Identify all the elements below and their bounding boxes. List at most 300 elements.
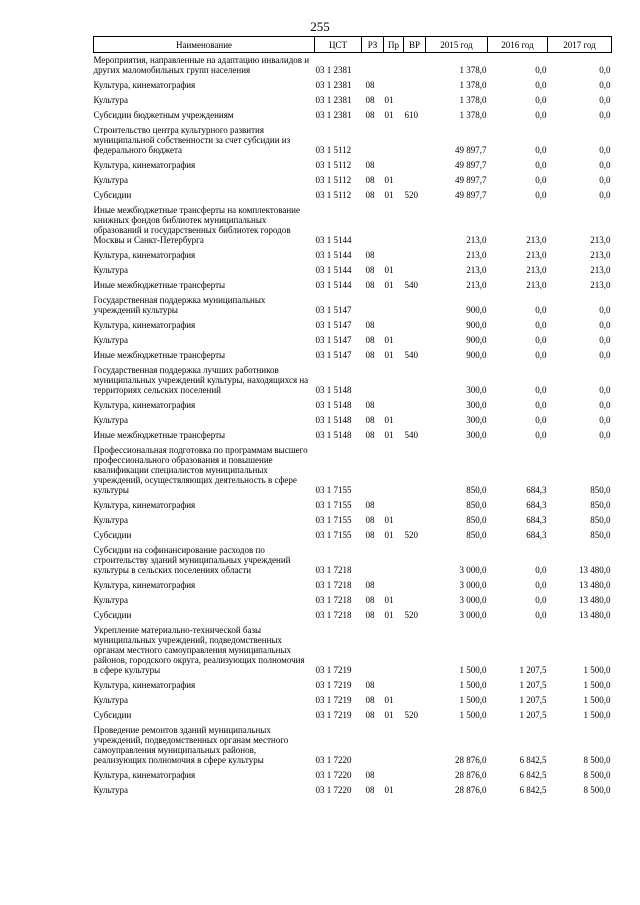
row-2017: 850,0 xyxy=(590,530,611,540)
row-2015: 900,0 xyxy=(466,350,487,360)
row-2015: 49 897,7 xyxy=(455,175,487,185)
row-cst: 03 1 7219 xyxy=(315,695,352,705)
row-vr xyxy=(404,513,426,528)
row-pr xyxy=(384,578,404,593)
row-name: Культура, кинематография xyxy=(93,400,196,410)
row-cst: 03 1 7218 xyxy=(315,580,352,590)
table-row xyxy=(94,318,612,333)
row-2016: 684,3 xyxy=(526,485,547,495)
table-row xyxy=(94,333,612,348)
row-2016: 6 842,5 xyxy=(519,755,547,765)
row-pr xyxy=(384,543,404,578)
row-2017: 8 500,0 xyxy=(583,785,611,795)
row-rz: 08 xyxy=(365,595,375,605)
row-rz: 08 xyxy=(365,680,375,690)
row-2017: 0,0 xyxy=(599,320,611,330)
row-cst: 03 1 7155 xyxy=(315,530,352,540)
row-rz: 08 xyxy=(365,500,375,510)
row-pr xyxy=(384,678,404,693)
row-2015: 3 000,0 xyxy=(459,595,487,605)
row-pr: 01 xyxy=(384,175,394,185)
row-vr xyxy=(404,678,426,693)
row-name: Строительство центра культурного развития муниципальной собственности за счет субсидии из федерального бюджета xyxy=(93,125,291,155)
row-2017: 0,0 xyxy=(599,335,611,345)
row-pr: 01 xyxy=(384,265,394,275)
row-name: Мероприятия, направленные на адаптацию инвалидов и других маломобильных групп населения xyxy=(93,55,310,75)
row-2015: 850,0 xyxy=(466,485,487,495)
table-row xyxy=(94,723,612,768)
row-pr xyxy=(384,248,404,263)
row-2016: 0,0 xyxy=(535,580,547,590)
row-2017: 1 500,0 xyxy=(583,680,611,690)
table-row xyxy=(94,608,612,623)
row-name: Субсидии xyxy=(93,610,132,620)
row-2015: 213,0 xyxy=(466,265,487,275)
row-2017: 0,0 xyxy=(599,305,611,315)
row-rz: 08 xyxy=(365,175,375,185)
row-name: Культура, кинематография xyxy=(93,250,196,260)
row-2015: 1 500,0 xyxy=(459,710,487,720)
row-2017: 0,0 xyxy=(599,95,611,105)
row-vr xyxy=(404,318,426,333)
table-row xyxy=(94,543,612,578)
row-2015: 300,0 xyxy=(466,430,487,440)
row-name: Иные межбюджетные трансферты xyxy=(93,280,226,290)
row-vr: 540 xyxy=(404,350,418,360)
row-2017: 0,0 xyxy=(599,65,611,75)
row-rz: 08 xyxy=(365,785,375,795)
row-2017: 1 500,0 xyxy=(583,665,611,675)
row-cst: 03 1 5144 xyxy=(315,250,352,260)
row-rz: 08 xyxy=(365,710,375,720)
row-2015: 850,0 xyxy=(466,515,487,525)
row-2015: 300,0 xyxy=(466,415,487,425)
row-vr xyxy=(404,263,426,278)
row-2016: 0,0 xyxy=(535,350,547,360)
row-name: Культура, кинематография xyxy=(93,680,196,690)
row-2016: 0,0 xyxy=(535,430,547,440)
row-vr xyxy=(404,293,426,318)
row-name: Культура xyxy=(93,695,128,705)
row-name: Иные межбюджетные трансферты xyxy=(93,350,226,360)
row-2016: 0,0 xyxy=(535,110,547,120)
table-row xyxy=(94,398,612,413)
row-2017: 0,0 xyxy=(599,190,611,200)
row-rz: 08 xyxy=(365,580,375,590)
row-vr xyxy=(404,443,426,498)
row-name: Субсидии xyxy=(93,710,132,720)
row-pr: 01 xyxy=(384,695,394,705)
row-2015: 1 378,0 xyxy=(459,95,487,105)
row-name: Профессиональная подготовка по программам высшего профессионального образования и повышение квалификации специалистов муниципальных учреждений, осуществляющих деятельность в сфере культуры xyxy=(93,445,308,495)
row-2016: 6 842,5 xyxy=(519,785,547,795)
row-2017: 0,0 xyxy=(599,415,611,425)
row-cst: 03 1 2381 xyxy=(315,80,352,90)
table-row xyxy=(94,278,612,293)
row-vr xyxy=(404,398,426,413)
row-2016: 213,0 xyxy=(526,250,547,260)
row-2016: 0,0 xyxy=(535,565,547,575)
row-name: Культура xyxy=(93,515,128,525)
table-row xyxy=(94,413,612,428)
row-2016: 213,0 xyxy=(526,235,547,245)
row-name: Государственная поддержка лучших работников муниципальных учреждений культуры, находящихся на территориях сельских поселений xyxy=(93,365,309,395)
row-vr xyxy=(404,768,426,783)
row-cst: 03 1 5148 xyxy=(315,430,352,440)
row-rz: 08 xyxy=(365,350,375,360)
table-row xyxy=(94,188,612,203)
row-rz: 08 xyxy=(365,430,375,440)
row-vr: 540 xyxy=(404,430,418,440)
row-cst: 03 1 2381 xyxy=(315,95,352,105)
table-row xyxy=(94,783,612,798)
row-rz: 08 xyxy=(365,515,375,525)
row-2017: 0,0 xyxy=(599,430,611,440)
row-cst: 03 1 5112 xyxy=(315,160,352,170)
row-vr: 540 xyxy=(404,280,418,290)
row-cst: 03 1 7218 xyxy=(315,610,352,620)
row-2017: 213,0 xyxy=(590,280,611,290)
row-vr xyxy=(404,363,426,398)
row-2015: 213,0 xyxy=(466,280,487,290)
row-rz: 08 xyxy=(365,80,375,90)
row-rz xyxy=(362,543,384,578)
row-name: Культура, кинематография xyxy=(93,80,196,90)
row-pr xyxy=(384,443,404,498)
row-2015: 49 897,7 xyxy=(455,160,487,170)
row-cst: 03 1 5144 xyxy=(315,235,352,245)
row-pr: 01 xyxy=(384,95,394,105)
row-pr xyxy=(384,78,404,93)
row-cst: 03 1 7220 xyxy=(315,755,352,765)
row-cst: 03 1 5112 xyxy=(315,175,352,185)
table-row xyxy=(94,443,612,498)
row-vr xyxy=(404,578,426,593)
row-2017: 0,0 xyxy=(599,110,611,120)
row-vr xyxy=(404,248,426,263)
row-pr xyxy=(384,123,404,158)
row-name: Культура xyxy=(93,95,128,105)
row-name: Государственная поддержка муниципальных учреждений культуры xyxy=(93,295,266,315)
row-2017: 1 500,0 xyxy=(583,695,611,705)
row-2015: 1 378,0 xyxy=(459,65,487,75)
row-rz xyxy=(362,723,384,768)
table-row xyxy=(94,498,612,513)
row-2017: 8 500,0 xyxy=(583,770,611,780)
table-row xyxy=(94,173,612,188)
row-2016: 0,0 xyxy=(535,400,547,410)
row-cst: 03 1 5147 xyxy=(315,350,352,360)
header-cst: ЦСТ xyxy=(315,37,362,53)
row-cst: 03 1 5147 xyxy=(315,305,352,315)
row-vr xyxy=(404,203,426,248)
row-cst: 03 1 7219 xyxy=(315,665,352,675)
row-2017: 213,0 xyxy=(590,235,611,245)
row-2016: 684,3 xyxy=(526,500,547,510)
row-cst: 03 1 5147 xyxy=(315,335,352,345)
row-cst: 03 1 7155 xyxy=(315,500,352,510)
row-name: Иные межбюджетные трансферты на комплектование книжных фондов библиотек муниципальных образований и государственных библиотек городов Москвы и Санкт-Петербурга xyxy=(93,205,300,245)
row-rz xyxy=(362,443,384,498)
table-row xyxy=(94,293,612,318)
row-2017: 0,0 xyxy=(599,160,611,170)
row-vr xyxy=(404,413,426,428)
row-2017: 850,0 xyxy=(590,500,611,510)
row-2015: 850,0 xyxy=(466,530,487,540)
header-rz: РЗ xyxy=(362,37,384,53)
row-rz: 08 xyxy=(365,250,375,260)
row-vr xyxy=(404,723,426,768)
row-2015: 1 378,0 xyxy=(459,80,487,90)
row-vr xyxy=(404,693,426,708)
row-rz: 08 xyxy=(365,695,375,705)
row-vr xyxy=(404,783,426,798)
table-row xyxy=(94,623,612,678)
row-cst: 03 1 7155 xyxy=(315,515,352,525)
row-2017: 13 480,0 xyxy=(579,595,611,605)
row-vr xyxy=(404,158,426,173)
row-cst: 03 1 5147 xyxy=(315,320,352,330)
row-name: Культура xyxy=(93,175,128,185)
row-2016: 213,0 xyxy=(526,280,547,290)
row-name: Субсидии xyxy=(93,530,132,540)
row-2017: 13 480,0 xyxy=(579,565,611,575)
row-2016: 0,0 xyxy=(535,190,547,200)
row-pr: 01 xyxy=(384,515,394,525)
row-vr xyxy=(404,623,426,678)
row-2016: 0,0 xyxy=(535,610,547,620)
row-2016: 0,0 xyxy=(535,320,547,330)
row-2017: 13 480,0 xyxy=(579,580,611,590)
row-pr: 01 xyxy=(384,110,394,120)
row-name: Культура, кинематография xyxy=(93,580,196,590)
row-vr xyxy=(404,333,426,348)
row-rz: 08 xyxy=(365,160,375,170)
row-pr: 01 xyxy=(384,430,394,440)
row-name: Культура, кинематография xyxy=(93,770,196,780)
row-vr: 610 xyxy=(404,110,418,120)
row-pr: 01 xyxy=(384,530,394,540)
table-row xyxy=(94,203,612,248)
row-2015: 300,0 xyxy=(466,385,487,395)
row-vr: 520 xyxy=(404,190,418,200)
row-cst: 03 1 7218 xyxy=(315,565,352,575)
table-row xyxy=(94,428,612,443)
row-pr: 01 xyxy=(384,595,394,605)
table-row xyxy=(94,693,612,708)
row-name: Культура xyxy=(93,415,128,425)
row-name: Укрепление материально-технической базы муниципальных учреждений, подведомственных органам местного самоуправления муниципальных районов, городского округа, реализующих полномочия в сфере культуры xyxy=(93,625,305,675)
row-2015: 1 378,0 xyxy=(459,110,487,120)
row-2016: 0,0 xyxy=(535,385,547,395)
table-row xyxy=(94,93,612,108)
row-2017: 213,0 xyxy=(590,265,611,275)
row-pr xyxy=(384,623,404,678)
row-2016: 0,0 xyxy=(535,145,547,155)
row-2015: 1 500,0 xyxy=(459,680,487,690)
row-rz xyxy=(362,623,384,678)
row-pr xyxy=(384,203,404,248)
table-row xyxy=(94,108,612,123)
row-2016: 0,0 xyxy=(535,160,547,170)
table-row xyxy=(94,348,612,363)
table-row xyxy=(94,578,612,593)
row-name: Иные межбюджетные трансферты xyxy=(93,430,226,440)
row-2015: 213,0 xyxy=(466,235,487,245)
row-2016: 1 207,5 xyxy=(519,710,547,720)
row-2017: 8 500,0 xyxy=(583,755,611,765)
page-number: 255 xyxy=(310,19,330,34)
row-vr xyxy=(404,498,426,513)
row-2016: 0,0 xyxy=(535,65,547,75)
row-vr xyxy=(404,123,426,158)
row-pr xyxy=(384,498,404,513)
row-2016: 1 207,5 xyxy=(519,695,547,705)
row-2017: 0,0 xyxy=(599,145,611,155)
row-cst: 03 1 7155 xyxy=(315,485,352,495)
row-2017: 850,0 xyxy=(590,515,611,525)
row-rz: 08 xyxy=(365,320,375,330)
row-pr xyxy=(384,318,404,333)
row-rz: 08 xyxy=(365,280,375,290)
row-pr: 01 xyxy=(384,610,394,620)
row-vr xyxy=(404,543,426,578)
row-rz xyxy=(362,203,384,248)
row-2016: 0,0 xyxy=(535,335,547,345)
row-name: Культура, кинематография xyxy=(93,160,196,170)
row-rz xyxy=(362,123,384,158)
row-rz xyxy=(362,293,384,318)
row-2015: 850,0 xyxy=(466,500,487,510)
table-row xyxy=(94,158,612,173)
row-cst: 03 1 7219 xyxy=(315,710,352,720)
row-rz: 08 xyxy=(365,265,375,275)
row-2015: 213,0 xyxy=(466,250,487,260)
row-pr: 01 xyxy=(384,350,394,360)
row-vr xyxy=(404,78,426,93)
row-cst: 03 1 5112 xyxy=(315,145,352,155)
row-2015: 28 876,0 xyxy=(455,770,487,780)
row-name: Культура xyxy=(93,265,128,275)
row-cst: 03 1 5112 xyxy=(315,190,352,200)
row-vr xyxy=(404,93,426,108)
row-2016: 0,0 xyxy=(535,305,547,315)
row-2017: 1 500,0 xyxy=(583,710,611,720)
row-2016: 213,0 xyxy=(526,265,547,275)
header-pr: Пр xyxy=(384,37,404,53)
row-rz: 08 xyxy=(365,190,375,200)
row-2016: 0,0 xyxy=(535,595,547,605)
row-rz xyxy=(362,53,384,79)
table-row xyxy=(94,248,612,263)
row-2015: 1 500,0 xyxy=(459,695,487,705)
row-2015: 3 000,0 xyxy=(459,565,487,575)
row-cst: 03 1 5148 xyxy=(315,400,352,410)
row-rz: 08 xyxy=(365,110,375,120)
row-name: Проведение ремонтов зданий муниципальных учреждений, подведомственных органам местного самоуправления муниципальных районов, реализующих полномочия в сфере культуры xyxy=(93,725,289,765)
row-pr xyxy=(384,53,404,79)
row-pr xyxy=(384,363,404,398)
row-cst: 03 1 5144 xyxy=(315,280,352,290)
row-cst: 03 1 5144 xyxy=(315,265,352,275)
table-body xyxy=(94,53,612,799)
row-2015: 1 500,0 xyxy=(459,665,487,675)
row-cst: 03 1 7220 xyxy=(315,770,352,780)
row-2017: 0,0 xyxy=(599,80,611,90)
row-pr: 01 xyxy=(384,280,394,290)
row-2016: 684,3 xyxy=(526,530,547,540)
row-vr xyxy=(404,173,426,188)
row-2015: 900,0 xyxy=(466,320,487,330)
row-cst: 03 1 5148 xyxy=(315,415,352,425)
row-name: Субсидии xyxy=(93,190,132,200)
row-vr: 520 xyxy=(404,610,418,620)
row-pr xyxy=(384,768,404,783)
row-2016: 0,0 xyxy=(535,175,547,185)
row-rz: 08 xyxy=(365,400,375,410)
row-2017: 13 480,0 xyxy=(579,610,611,620)
row-rz: 08 xyxy=(365,530,375,540)
row-vr xyxy=(404,593,426,608)
row-rz: 08 xyxy=(365,610,375,620)
row-2016: 6 842,5 xyxy=(519,770,547,780)
row-pr xyxy=(384,158,404,173)
row-2015: 900,0 xyxy=(466,305,487,315)
row-2017: 0,0 xyxy=(599,385,611,395)
row-2015: 28 876,0 xyxy=(455,785,487,795)
header-2015: 2015 год xyxy=(426,37,488,53)
row-2015: 28 876,0 xyxy=(455,755,487,765)
header-2016: 2016 год xyxy=(488,37,548,53)
row-pr xyxy=(384,398,404,413)
row-name: Субсидии бюджетным учреждениям xyxy=(93,110,234,120)
table-row xyxy=(94,78,612,93)
table-row xyxy=(94,593,612,608)
row-rz: 08 xyxy=(365,95,375,105)
row-cst: 03 1 7220 xyxy=(315,785,352,795)
row-rz: 08 xyxy=(365,415,375,425)
header-2017: 2017 год xyxy=(548,37,612,53)
table-row xyxy=(94,513,612,528)
row-cst: 03 1 5148 xyxy=(315,385,352,395)
row-2016: 684,3 xyxy=(526,515,547,525)
row-cst: 03 1 2381 xyxy=(315,110,352,120)
row-vr xyxy=(404,53,426,79)
row-name: Культура xyxy=(93,335,128,345)
row-2015: 300,0 xyxy=(466,400,487,410)
table-header-row xyxy=(94,37,612,53)
row-rz xyxy=(362,363,384,398)
row-name: Субсидии на софинансирование расходов по строительству зданий муниципальных учреждений культуры в сельских поселениях области xyxy=(93,545,291,575)
table-row xyxy=(94,363,612,398)
row-pr: 01 xyxy=(384,415,394,425)
row-2017: 213,0 xyxy=(590,250,611,260)
row-2017: 0,0 xyxy=(599,350,611,360)
row-rz: 08 xyxy=(365,770,375,780)
table-row xyxy=(94,263,612,278)
header-name: Наименование xyxy=(94,37,315,53)
row-2015: 3 000,0 xyxy=(459,610,487,620)
table-row xyxy=(94,708,612,723)
row-2016: 0,0 xyxy=(535,95,547,105)
row-vr: 520 xyxy=(404,710,418,720)
table-row xyxy=(94,678,612,693)
row-cst: 03 1 7219 xyxy=(315,680,352,690)
table-row xyxy=(94,53,612,79)
table-row xyxy=(94,768,612,783)
row-cst: 03 1 7218 xyxy=(315,595,352,605)
row-2015: 49 897,7 xyxy=(455,190,487,200)
